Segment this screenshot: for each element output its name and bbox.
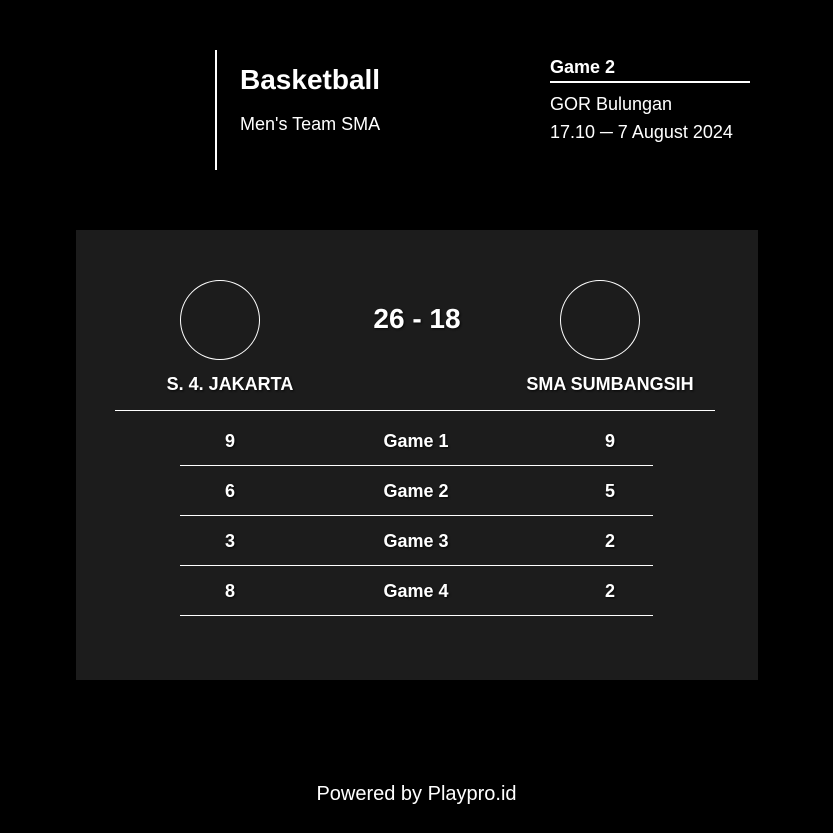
game-name: Game 3 <box>383 531 449 551</box>
game-score-row <box>180 566 653 616</box>
game-score-row <box>180 416 653 466</box>
scoreboard-card <box>76 230 758 680</box>
powered-by-footer: Powered by Playpro.id <box>316 783 517 805</box>
game-name: Game 4 <box>383 581 449 601</box>
game-name: Game 1 <box>383 431 449 451</box>
datetime-label: 17.10 ─ 7 August 2024 <box>550 122 733 142</box>
game-score-row <box>180 466 653 516</box>
home-game-score: 9 <box>224 431 235 451</box>
venue-label: GOR Bulungan <box>550 94 673 114</box>
header-divider <box>215 50 217 170</box>
home-team-name: S. 4. JAKARTA <box>166 374 294 394</box>
home-team-logo <box>180 280 260 360</box>
away-team-logo <box>560 280 640 360</box>
game-score-list <box>180 416 653 616</box>
away-game-score: 2 <box>604 581 615 601</box>
away-team-name: SMA SUMBANGSIH <box>526 374 694 394</box>
home-game-score: 8 <box>224 581 235 601</box>
home-game-score: 6 <box>224 481 235 501</box>
away-game-score: 9 <box>604 431 615 451</box>
sport-title: Basketball <box>240 64 381 95</box>
scoreboard-divider <box>115 410 715 411</box>
away-game-score: 2 <box>604 531 615 551</box>
game-name: Game 2 <box>383 481 449 501</box>
away-game-score: 5 <box>604 481 615 501</box>
home-game-score: 3 <box>224 531 235 551</box>
final-score: 26 - 18 <box>373 303 461 334</box>
game-label: Game 2 <box>550 57 616 77</box>
category-label: Men's Team SMA <box>240 114 381 134</box>
game-score-row <box>180 516 653 566</box>
game-label-underline <box>550 81 750 83</box>
